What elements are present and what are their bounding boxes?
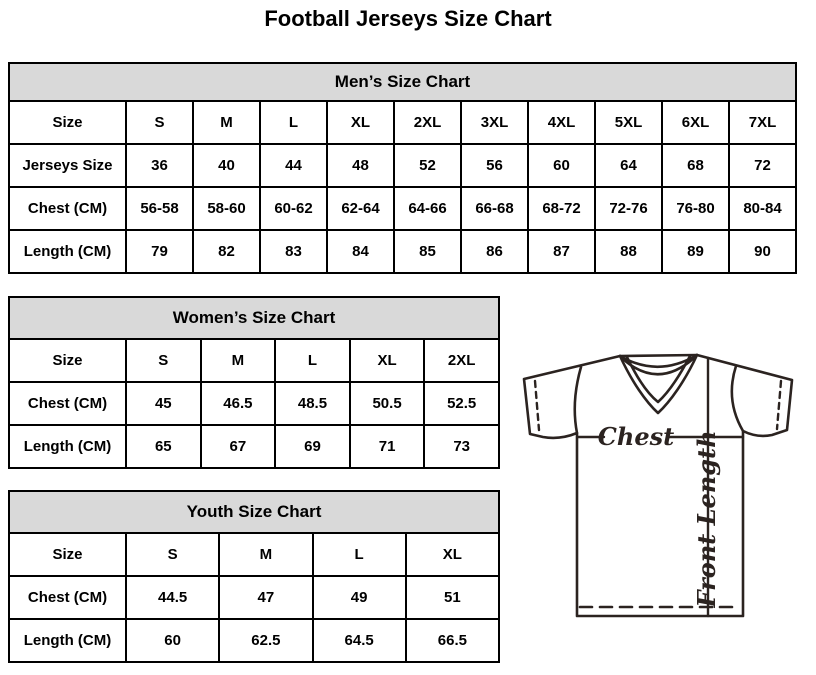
value-cell: S [126,101,193,144]
women-table-header-row [9,297,499,339]
value-cell: 56-58 [126,187,193,230]
table-row [9,533,499,576]
mens-size-table [8,62,797,274]
value-cell: L [313,533,406,576]
value-cell: 62.5 [219,619,312,662]
row-label-cell: Size [9,533,126,576]
value-cell: 36 [126,144,193,187]
value-cell: 50.5 [350,382,425,425]
youth-size-table [8,490,500,663]
value-cell: 52 [394,144,461,187]
value-cell: M [219,533,312,576]
value-cell: 68-72 [528,187,595,230]
youth-table-header-row [9,491,499,533]
value-cell: 49 [313,576,406,619]
value-cell: 60-62 [260,187,327,230]
value-cell: 65 [126,425,201,468]
value-cell: 87 [528,230,595,273]
collar-top-line [620,355,697,356]
value-cell: 64.5 [313,619,406,662]
sleeve-dash-left [535,381,539,430]
sleeve-dash-right [777,381,781,429]
value-cell: 52.5 [424,382,499,425]
table-row [9,425,499,468]
value-cell: 62-64 [327,187,394,230]
table-row [9,619,499,662]
value-cell: 44.5 [126,576,219,619]
table-row [9,230,796,273]
value-cell: 72-76 [595,187,662,230]
value-cell: 89 [662,230,729,273]
value-cell: L [275,339,350,382]
value-cell: 66.5 [406,619,499,662]
table-row [9,144,796,187]
value-cell: 68 [662,144,729,187]
value-cell: 66-68 [461,187,528,230]
value-cell: 71 [350,425,425,468]
value-cell: 88 [595,230,662,273]
value-cell: 51 [406,576,499,619]
men-table-title: Men’s Size Chart [9,63,796,101]
value-cell: 69 [275,425,350,468]
value-cell: 82 [193,230,260,273]
value-cell: 73 [424,425,499,468]
value-cell: 58-60 [193,187,260,230]
table-row [9,339,499,382]
table-row [9,187,796,230]
value-cell: 60 [126,619,219,662]
row-label-cell: Length (CM) [9,230,126,273]
value-cell: 47 [219,576,312,619]
value-cell: 84 [327,230,394,273]
value-cell: 85 [394,230,461,273]
value-cell: S [126,339,201,382]
value-cell: 67 [201,425,276,468]
value-cell: 46.5 [201,382,276,425]
value-cell: 72 [729,144,796,187]
women-table-title: Women’s Size Chart [9,297,499,339]
row-label-cell: Size [9,339,126,382]
value-cell: 60 [528,144,595,187]
row-label-cell: Chest (CM) [9,576,126,619]
chest-label: Chest [597,422,675,451]
value-cell: 90 [729,230,796,273]
jersey-outline [524,355,792,616]
value-cell: 86 [461,230,528,273]
front-length-label: Front Length [692,430,721,608]
value-cell: 83 [260,230,327,273]
value-cell: 45 [126,382,201,425]
value-cell: 64-66 [394,187,461,230]
row-label-cell: Length (CM) [9,619,126,662]
value-cell: M [201,339,276,382]
value-cell: 56 [461,144,528,187]
table-row [9,101,796,144]
row-label-cell: Size [9,101,126,144]
value-cell: 48 [327,144,394,187]
armhole-seam-right [732,366,743,431]
value-cell: 48.5 [275,382,350,425]
value-cell: S [126,533,219,576]
row-label-cell: Jerseys Size [9,144,126,187]
row-label-cell: Chest (CM) [9,382,126,425]
value-cell: 64 [595,144,662,187]
value-cell: 40 [193,144,260,187]
value-cell: 76-80 [662,187,729,230]
value-cell: L [260,101,327,144]
jersey-measurement-diagram [505,338,816,628]
value-cell: 2XL [394,101,461,144]
table-row [9,576,499,619]
row-label-cell: Length (CM) [9,425,126,468]
row-label-cell: Chest (CM) [9,187,126,230]
value-cell: 3XL [461,101,528,144]
value-cell: 5XL [595,101,662,144]
value-cell: XL [406,533,499,576]
value-cell: 44 [260,144,327,187]
womens-size-table [8,296,500,469]
value-cell: 79 [126,230,193,273]
value-cell: 6XL [662,101,729,144]
value-cell: M [193,101,260,144]
men-table-header-row [9,63,796,101]
value-cell: 4XL [528,101,595,144]
armhole-seam-left [575,367,581,433]
value-cell: 80-84 [729,187,796,230]
table-row [9,382,499,425]
page-title: Football Jerseys Size Chart [264,6,552,31]
value-cell: XL [350,339,425,382]
value-cell: XL [327,101,394,144]
youth-table-title: Youth Size Chart [9,491,499,533]
value-cell: 7XL [729,101,796,144]
value-cell: 2XL [424,339,499,382]
